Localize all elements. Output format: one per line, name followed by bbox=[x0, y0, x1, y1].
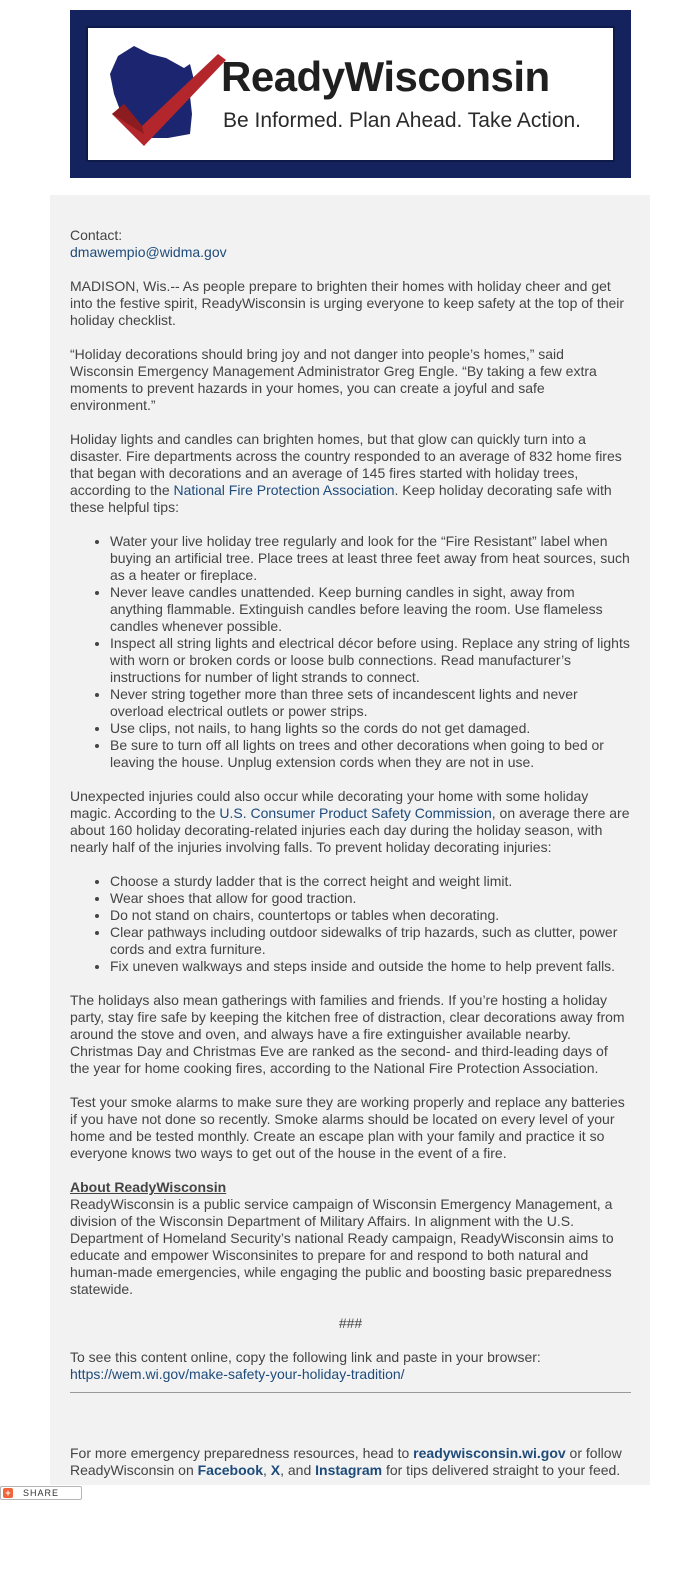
lights-paragraph bbox=[70, 431, 631, 516]
footer-text-3: for tips delivered straight to your feed. bbox=[382, 1462, 621, 1478]
banner-logo-panel bbox=[86, 26, 615, 162]
cpsc-link[interactable]: U.S. Consumer Product Safety Commission bbox=[219, 805, 492, 821]
smoke-alarm-paragraph: Test your smoke alarms to make sure they are working properly and replace any batteries if you have not done so recently. Smoke alarms should be located on every level of your home and be tested monthly. Create an escape plan with your family and practice it so everyone knows two ways to get out of the house in the event of a fire. bbox=[70, 1094, 625, 1161]
footer-text-2: or follow ReadyWisconsin on bbox=[70, 1445, 622, 1478]
injuries-paragraph bbox=[70, 788, 631, 856]
list-item: • Use clips, not nails, to hang lights so the cords do not get damaged. bbox=[110, 720, 631, 737]
footer-paragraph bbox=[70, 1445, 631, 1479]
readywisconsin-site-link[interactable]: readywisconsin.wi.gov bbox=[413, 1445, 566, 1461]
lights-text-end: . Keep holiday decorating safe with these helpful tips: bbox=[70, 482, 612, 515]
contact-block bbox=[70, 227, 631, 261]
list-item: • Clear pathways including outdoor sidewalks of trip hazards, such as clutter, power cords and extra furniture. bbox=[110, 924, 631, 958]
online-text: To see this content online, copy the following link and paste in your browser: bbox=[70, 1349, 541, 1365]
online-url-link[interactable]: https://wem.wi.gov/make-safety-your-holiday-tradition/ bbox=[70, 1366, 405, 1382]
divider bbox=[70, 1392, 631, 1393]
end-marker: ### bbox=[338, 1315, 363, 1331]
footer-sep-1: , bbox=[262, 1462, 271, 1478]
about-heading: About ReadyWisconsin bbox=[70, 1179, 227, 1195]
facebook-link[interactable]: Facebook bbox=[197, 1462, 263, 1478]
list-item: • Inspect all string lights and electrical décor before using. Replace any string of lights with worn or broken cords or loose bulb connections. Read manufacturer’s instructions for number of light strands to connect. bbox=[110, 635, 631, 686]
brand-tagline: Be Informed. Plan Ahead. Take Action. bbox=[223, 109, 582, 132]
wisconsin-checkmark-logo-icon bbox=[98, 34, 228, 154]
contact-label: Contact: bbox=[70, 227, 123, 243]
quote-paragraph: “Holiday decorations should bring joy and not danger into people’s homes,” said Wisconsin Emergency Management Administrator Greg Engle. “By taking a few extra moments to prevent hazards in your homes, you can create a joyful and safe environment.” bbox=[70, 346, 597, 413]
footer-sep-2: , and bbox=[280, 1462, 316, 1478]
intro-paragraph: MADISON, Wis.-- As people prepare to brighten their homes with holiday cheer and get into the festive spirit, ReadyWisconsin is urging everyone to keep safety at the top of their holiday checklist. bbox=[70, 278, 625, 328]
injuries-text-start: Unexpected injuries could also occur while decorating your home with some holiday magic. According to the bbox=[70, 788, 589, 821]
press-release-content bbox=[70, 227, 631, 1496]
about-body: ReadyWisconsin is a public service campaign of Wisconsin Emergency Management, a division of the Wisconsin Department of Military Affairs. In alignment with the U.S. Department of Homeland Security’s national Ready campaign, ReadyWisconsin aims to educate and empower Wisconsinites to prepare for and respond to both natural and human-made emergencies, while engaging the public and boosting basic preparedness statewide. bbox=[70, 1196, 614, 1297]
gatherings-paragraph: The holidays also mean gatherings with families and friends. If you’re hosting a holiday party, stay fire safe by keeping the kitchen free of distraction, clear decorations away from around the stove and oven, and always have a fire extinguisher available nearby. Christmas Day and Christmas Eve are ranked as the second- and third-leading days of the year for home cooking fires, according to the National Fire Protection Association. bbox=[70, 992, 625, 1076]
list-item: • Fix uneven walkways and steps inside and outside the home to help prevent falls. bbox=[110, 958, 631, 975]
injuries-text-end: , on average there are about 160 holiday decorating-related injuries each day during the holiday season, with nearly half of the injuries involving falls. To prevent holiday decorating injuries: bbox=[70, 805, 630, 855]
footer-text-1: For more emergency preparedness resources, head to bbox=[70, 1445, 414, 1461]
lights-text-start: Holiday lights and candles can brighten homes, but that glow can quickly turn into a disaster. Fire departments across the country responded to an average of 832 home fires that began with decorations and an average of 145 fires started with holiday trees, according to the bbox=[70, 431, 622, 498]
contact-email-link[interactable]: dmawempio@widma.gov bbox=[70, 244, 227, 260]
list-item: • Wear shoes that allow for good traction. bbox=[110, 890, 631, 907]
header-banner bbox=[70, 10, 631, 178]
press-release-card bbox=[50, 195, 650, 1485]
list-item: • Never leave candles unattended. Keep burning candles in sight, away from anything flammable. Extinguish candles before leaving the room. Use flameless candles whenever possible. bbox=[110, 584, 631, 635]
online-block bbox=[70, 1349, 631, 1383]
nfpa-link[interactable]: National Fire Protection Association bbox=[173, 482, 395, 498]
about-block bbox=[70, 1179, 631, 1298]
list-item: • Do not stand on chairs, countertops or tables when decorating. bbox=[110, 907, 631, 924]
list-item: • Never string together more than three sets of incandescent lights and never overload electrical outlets or power strips. bbox=[110, 686, 631, 720]
instagram-link[interactable]: Instagram bbox=[315, 1462, 383, 1478]
x-link[interactable]: X bbox=[270, 1462, 281, 1478]
brand-name: ReadyWisconsin bbox=[221, 53, 550, 100]
share-label: SHARE bbox=[23, 1488, 60, 1498]
injury-tips-list bbox=[70, 873, 631, 975]
list-item: • Water your live holiday tree regularly and look for the “Fire Resistant” label when buying an artificial tree. Place trees at least three feet away from heat sources, such as a heater or fireplace. bbox=[110, 533, 631, 584]
share-button[interactable] bbox=[0, 1486, 82, 1500]
list-item: • Choose a sturdy ladder that is the correct height and weight limit. bbox=[110, 873, 631, 890]
decorating-tips-list bbox=[70, 533, 631, 771]
plus-icon: + bbox=[3, 1488, 13, 1498]
list-item: • Be sure to turn off all lights on trees and other decorations when going to bed or leaving the house. Unplug extension cords when they are not in use. bbox=[110, 737, 631, 771]
